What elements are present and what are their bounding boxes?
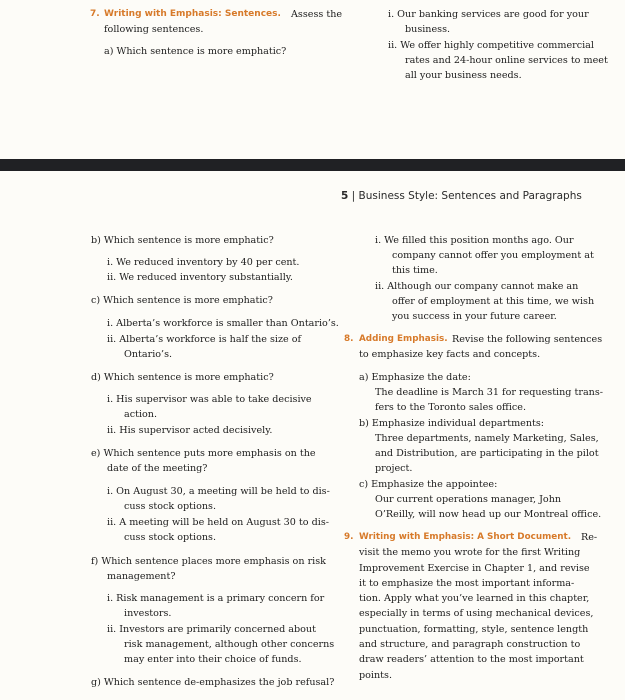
option-a-i-cont: business. [405,24,451,35]
option-d-i: i. His supervisor was able to take decisive [107,394,312,405]
exercise-9-title: Writing with Emphasis: A Short Document. [359,532,572,542]
exercise-8-a: a) Emphasize the date: [359,372,471,383]
option-g-ii-cont: offer of employment at this time, we wish [392,296,595,307]
option-c-i: i. Alberta’s workforce is smaller than Ontario’s. [107,318,339,329]
option-g-ii: ii. Although our company cannot make an [375,281,579,292]
exercise-9-text-4: it to emphasize the most important informa- [359,578,575,589]
option-d-i-cont: action. [124,409,158,420]
exercise-7-instruction: Assess the [291,9,343,20]
option-e-ii-cont: cuss stock options. [124,532,217,543]
exercise-9-text-6: especially in terms of using mechanical devices, [359,608,594,619]
question-d: d) Which sentence is more emphatic? [91,372,274,383]
option-d-ii: ii. His supervisor acted decisively. [107,425,273,436]
option-f-ii-cont: risk management, although other concerns [124,639,335,650]
exercise-8-a-text-cont: fers to the Toronto sales office. [375,402,527,413]
top-page [0,0,625,159]
exercise-9-text-8: and structure, and paragraph construction to [359,639,581,650]
exercise-8-b-text-cont: and Distribution, are participating in the pilot [375,448,599,459]
option-a-ii: ii. We offer highly competitive commercial [388,40,594,51]
page-divider [0,159,625,171]
bottom-page [0,171,625,700]
exercise-9-text-1: Re- [581,532,598,543]
option-g-i-cont2: this time. [392,265,438,276]
exercise-8-instruction: Revise the following sentences [452,334,603,345]
exercise-8-a-text: The deadline is March 31 for requesting trans- [375,387,604,398]
exercise-9-text-10: points. [359,670,392,681]
exercise-8-c: c) Emphasize the appointee: [359,479,498,490]
option-g-i: i. We filled this position months ago. Our [375,235,574,246]
option-a-ii-cont2: all your business needs. [405,70,522,81]
exercise-7-instruction-cont: following sentences. [104,24,204,35]
exercise-8-instruction-cont: to emphasize key facts and concepts. [359,349,541,360]
option-b-i: i. We reduced inventory by 40 per cent. [107,257,300,268]
exercise-8-b-text: Three departments, namely Marketing, Sales, [375,433,599,444]
exercise-8-b-text-cont2: project. [375,463,413,474]
question-f: f) Which sentence places more emphasis on risk [91,556,326,567]
exercise-8-number: 8. [344,334,354,344]
question-e-cont: date of the meeting? [107,463,208,474]
header-separator: | [351,190,356,202]
exercise-8-title: Adding Emphasis. [359,334,448,344]
option-a-ii-cont: rates and 24-hour online services to meet [405,55,608,66]
option-f-i-cont: investors. [124,608,172,619]
chapter-title: Business Style: Sentences and Paragraphs [358,190,582,202]
option-c-ii: ii. Alberta’s workforce is half the size of [107,334,302,345]
exercise-8-b: b) Emphasize individual departments: [359,418,545,429]
option-b-ii: ii. We reduced inventory substantially. [107,272,293,283]
exercise-9-number: 9. [344,532,354,542]
question-e: e) Which sentence puts more emphasis on the [91,448,316,459]
exercise-9-text-3: Improvement Exercise in Chapter 1, and revise [359,563,590,574]
option-a-i: i. Our banking services are good for your [388,9,589,20]
running-header [341,190,582,202]
option-g-i-cont: company cannot offer you employment at [392,250,594,261]
option-f-ii: ii. Investors are primarily concerned about [107,624,316,635]
option-f-ii-cont2: may enter into their choice of funds. [124,654,302,665]
exercise-9-text-9: draw readers’ attention to the most important [359,654,584,665]
option-e-ii: ii. A meeting will be held on August 30 to dis- [107,517,329,528]
question-a: a) Which sentence is more emphatic? [104,46,287,57]
exercise-9-text-5: tion. Apply what you’ve learned in this chapter, [359,593,590,604]
question-c: c) Which sentence is more emphatic? [91,295,273,306]
question-b: b) Which sentence is more emphatic? [91,235,274,246]
exercise-7-number: 7. [90,9,100,19]
option-g-ii-cont2: you success in your future career. [392,311,557,322]
option-f-i: i. Risk management is a primary concern for [107,593,325,604]
option-c-ii-cont: Ontario’s. [124,349,173,360]
option-e-i: i. On August 30, a meeting will be held to dis- [107,486,330,497]
exercise-8-c-text-cont: O’Reilly, will now head up our Montreal office. [375,509,602,520]
exercise-7-title: Writing with Emphasis: Sentences. [104,9,281,19]
option-e-i-cont: cuss stock options. [124,501,217,512]
question-g: g) Which sentence de-emphasizes the job refusal? [91,677,335,688]
exercise-8-c-text: Our current operations manager, John [375,494,562,505]
exercise-9-text-2: visit the memo you wrote for the first Writing [359,547,581,558]
exercise-9-text-7: punctuation, formatting, style, sentence length [359,624,589,635]
chapter-number: 5 [341,190,349,202]
question-f-cont: management? [107,571,176,582]
